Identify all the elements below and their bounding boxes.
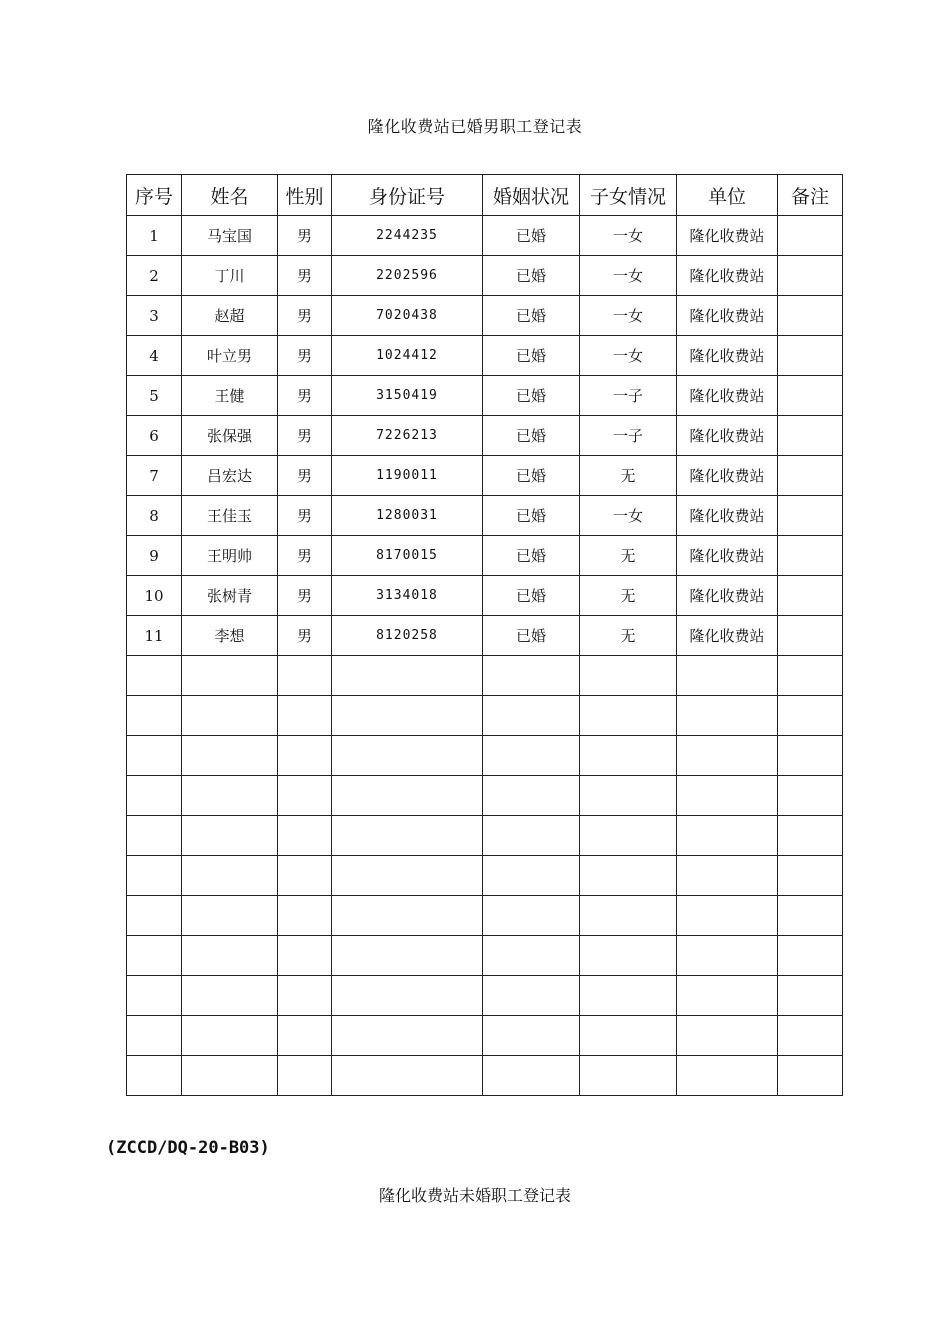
empty-cell [677, 776, 778, 816]
cell-unit: 隆化收费站 [677, 536, 778, 576]
empty-cell [677, 696, 778, 736]
header-note: 备注 [778, 175, 843, 216]
cell-note [778, 576, 843, 616]
cell-id: 7226213 [332, 416, 483, 456]
registration-table [126, 174, 843, 1096]
empty-table-row [127, 1056, 843, 1096]
header-gender: 性别 [278, 175, 332, 216]
empty-cell [677, 656, 778, 696]
cell-no: 4 [127, 336, 182, 376]
cell-no: 7 [127, 456, 182, 496]
cell-unit: 隆化收费站 [677, 336, 778, 376]
empty-cell [677, 1016, 778, 1056]
cell-unit: 隆化收费站 [677, 216, 778, 256]
cell-no: 3 [127, 296, 182, 336]
empty-cell [778, 776, 843, 816]
cell-unit: 隆化收费站 [677, 576, 778, 616]
empty-cell [278, 856, 332, 896]
empty-cell [182, 656, 278, 696]
cell-unit: 隆化收费站 [677, 456, 778, 496]
empty-table-row [127, 776, 843, 816]
empty-cell [483, 696, 580, 736]
table-row [127, 296, 843, 336]
empty-cell [778, 896, 843, 936]
cell-gender: 男 [278, 336, 332, 376]
empty-cell [332, 736, 483, 776]
table-row [127, 536, 843, 576]
empty-cell [580, 856, 677, 896]
empty-cell [483, 856, 580, 896]
empty-table-row [127, 816, 843, 856]
empty-cell [332, 976, 483, 1016]
cell-note [778, 256, 843, 296]
empty-cell [278, 656, 332, 696]
cell-gender: 男 [278, 256, 332, 296]
cell-marital: 已婚 [483, 336, 580, 376]
table-row [127, 256, 843, 296]
empty-cell [677, 856, 778, 896]
cell-note [778, 536, 843, 576]
cell-name: 王健 [182, 376, 278, 416]
empty-table-row [127, 696, 843, 736]
cell-id: 7020438 [332, 296, 483, 336]
empty-cell [127, 976, 182, 1016]
cell-name: 王明帅 [182, 536, 278, 576]
form-code: (ZCCD/DQ-20-B03) [106, 1138, 270, 1158]
cell-unit: 隆化收费站 [677, 496, 778, 536]
empty-cell [677, 1056, 778, 1096]
cell-marital: 已婚 [483, 576, 580, 616]
empty-cell [332, 896, 483, 936]
empty-cell [580, 1016, 677, 1056]
empty-cell [127, 936, 182, 976]
empty-cell [580, 696, 677, 736]
cell-children: 一子 [580, 416, 677, 456]
cell-gender: 男 [278, 496, 332, 536]
empty-cell [580, 976, 677, 1016]
cell-note [778, 496, 843, 536]
empty-cell [182, 896, 278, 936]
empty-cell [127, 736, 182, 776]
table-row [127, 416, 843, 456]
cell-no: 5 [127, 376, 182, 416]
empty-table-row [127, 736, 843, 776]
cell-id: 1280031 [332, 496, 483, 536]
empty-table-row [127, 656, 843, 696]
empty-cell [483, 656, 580, 696]
table-row [127, 456, 843, 496]
cell-id: 1190011 [332, 456, 483, 496]
empty-cell [127, 816, 182, 856]
empty-cell [332, 776, 483, 816]
cell-no: 1 [127, 216, 182, 256]
cell-id: 2202596 [332, 256, 483, 296]
empty-table-row [127, 936, 843, 976]
cell-gender: 男 [278, 216, 332, 256]
cell-no: 11 [127, 616, 182, 656]
cell-children: 无 [580, 456, 677, 496]
cell-name: 张树青 [182, 576, 278, 616]
cell-children: 一女 [580, 336, 677, 376]
cell-id: 2244235 [332, 216, 483, 256]
cell-gender: 男 [278, 416, 332, 456]
empty-cell [332, 1016, 483, 1056]
empty-cell [278, 1056, 332, 1096]
cell-children: 无 [580, 616, 677, 656]
empty-cell [483, 976, 580, 1016]
cell-children: 一子 [580, 376, 677, 416]
second-table-title: 隆化收费站未婚职工登记表 [378, 1186, 571, 1205]
empty-cell [127, 1016, 182, 1056]
empty-cell [778, 1056, 843, 1096]
empty-cell [278, 776, 332, 816]
cell-children: 一女 [580, 296, 677, 336]
cell-note [778, 456, 843, 496]
empty-cell [580, 656, 677, 696]
empty-cell [778, 736, 843, 776]
cell-note [778, 376, 843, 416]
empty-cell [332, 1056, 483, 1096]
empty-cell [127, 696, 182, 736]
cell-name: 丁川 [182, 256, 278, 296]
empty-cell [127, 1056, 182, 1096]
table-row [127, 216, 843, 256]
empty-cell [127, 656, 182, 696]
cell-unit: 隆化收费站 [677, 416, 778, 456]
empty-cell [127, 856, 182, 896]
cell-note [778, 216, 843, 256]
empty-cell [332, 696, 483, 736]
empty-cell [182, 856, 278, 896]
cell-name: 吕宏达 [182, 456, 278, 496]
empty-cell [182, 816, 278, 856]
cell-gender: 男 [278, 296, 332, 336]
empty-cell [483, 936, 580, 976]
cell-note [778, 336, 843, 376]
header-id: 身份证号 [332, 175, 483, 216]
cell-note [778, 616, 843, 656]
cell-id: 3150419 [332, 376, 483, 416]
empty-cell [182, 696, 278, 736]
cell-marital: 已婚 [483, 256, 580, 296]
empty-cell [182, 1056, 278, 1096]
cell-name: 赵超 [182, 296, 278, 336]
empty-cell [778, 936, 843, 976]
cell-unit: 隆化收费站 [677, 256, 778, 296]
empty-cell [483, 896, 580, 936]
empty-cell [278, 1016, 332, 1056]
cell-no: 8 [127, 496, 182, 536]
cell-name: 李想 [182, 616, 278, 656]
empty-cell [278, 896, 332, 936]
table-row [127, 376, 843, 416]
cell-gender: 男 [278, 376, 332, 416]
cell-no: 2 [127, 256, 182, 296]
empty-cell [483, 1016, 580, 1056]
empty-cell [332, 856, 483, 896]
cell-no: 6 [127, 416, 182, 456]
empty-cell [278, 696, 332, 736]
cell-marital: 已婚 [483, 296, 580, 336]
cell-gender: 男 [278, 616, 332, 656]
cell-id: 3134018 [332, 576, 483, 616]
empty-cell [332, 816, 483, 856]
cell-id: 1024412 [332, 336, 483, 376]
table-row [127, 496, 843, 536]
empty-cell [278, 736, 332, 776]
header-name: 姓名 [182, 175, 278, 216]
empty-cell [182, 1016, 278, 1056]
cell-marital: 已婚 [483, 416, 580, 456]
cell-no: 9 [127, 536, 182, 576]
cell-unit: 隆化收费站 [677, 616, 778, 656]
empty-cell [580, 816, 677, 856]
cell-no: 10 [127, 576, 182, 616]
cell-gender: 男 [278, 456, 332, 496]
empty-cell [278, 976, 332, 1016]
cell-marital: 已婚 [483, 376, 580, 416]
empty-cell [677, 736, 778, 776]
empty-cell [778, 856, 843, 896]
cell-marital: 已婚 [483, 616, 580, 656]
cell-marital: 已婚 [483, 456, 580, 496]
empty-cell [182, 936, 278, 976]
empty-cell [580, 936, 677, 976]
empty-cell [332, 936, 483, 976]
table-row [127, 336, 843, 376]
cell-marital: 已婚 [483, 536, 580, 576]
header-children: 子女情况 [580, 175, 677, 216]
cell-id: 8170015 [332, 536, 483, 576]
cell-id: 8120258 [332, 616, 483, 656]
empty-cell [580, 776, 677, 816]
empty-cell [677, 896, 778, 936]
cell-note [778, 296, 843, 336]
cell-marital: 已婚 [483, 496, 580, 536]
cell-children: 一女 [580, 256, 677, 296]
empty-cell [127, 776, 182, 816]
cell-gender: 男 [278, 536, 332, 576]
empty-cell [182, 976, 278, 1016]
empty-cell [677, 976, 778, 1016]
cell-children: 一女 [580, 496, 677, 536]
cell-children: 无 [580, 536, 677, 576]
header-marital: 婚姻状况 [483, 175, 580, 216]
table-row [127, 576, 843, 616]
empty-cell [778, 976, 843, 1016]
cell-name: 王佳玉 [182, 496, 278, 536]
cell-children: 一女 [580, 216, 677, 256]
cell-unit: 隆化收费站 [677, 296, 778, 336]
empty-cell [127, 896, 182, 936]
empty-cell [778, 1016, 843, 1056]
header-no: 序号 [127, 175, 182, 216]
empty-cell [580, 1056, 677, 1096]
empty-table-row [127, 976, 843, 1016]
empty-table-row [127, 896, 843, 936]
cell-children: 无 [580, 576, 677, 616]
cell-name: 马宝国 [182, 216, 278, 256]
empty-cell [278, 816, 332, 856]
empty-cell [778, 696, 843, 736]
page-title: 隆化收费站已婚男职工登记表 [367, 117, 583, 136]
cell-name: 张保强 [182, 416, 278, 456]
empty-cell [483, 1056, 580, 1096]
header-row [127, 175, 843, 216]
empty-cell [778, 656, 843, 696]
empty-table-row [127, 856, 843, 896]
table-row [127, 616, 843, 656]
empty-cell [278, 936, 332, 976]
empty-cell [483, 736, 580, 776]
empty-cell [332, 656, 483, 696]
empty-cell [580, 896, 677, 936]
cell-marital: 已婚 [483, 216, 580, 256]
cell-note [778, 416, 843, 456]
empty-cell [483, 816, 580, 856]
cell-name: 叶立男 [182, 336, 278, 376]
empty-cell [182, 736, 278, 776]
header-unit: 单位 [677, 175, 778, 216]
empty-cell [778, 816, 843, 856]
empty-cell [677, 816, 778, 856]
cell-gender: 男 [278, 576, 332, 616]
empty-cell [580, 736, 677, 776]
empty-cell [182, 776, 278, 816]
cell-unit: 隆化收费站 [677, 376, 778, 416]
empty-cell [483, 776, 580, 816]
empty-table-row [127, 1016, 843, 1056]
empty-cell [677, 936, 778, 976]
